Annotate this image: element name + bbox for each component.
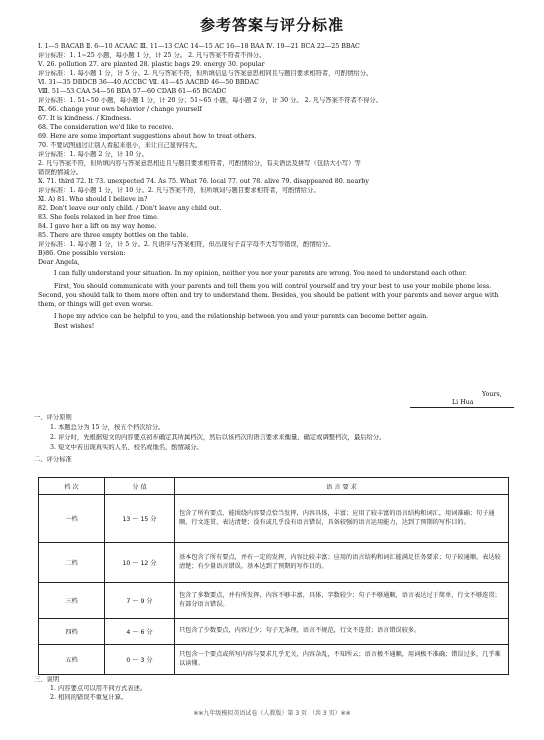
- principle-item: 2. 评分时，先根据短文的内容要点初步确定其所属档次，然后以该档次的语言要求来衡量、确定或调整档次，最后给分。: [50, 434, 386, 441]
- level-cell: 二档: [39, 543, 105, 583]
- answer-line: Ⅸ. 66. change your own behavior / change yourself: [38, 106, 202, 113]
- letter-signature: Li Hua: [452, 399, 474, 406]
- answer-line: Ⅷ. 51—53 CAA 54—56 BDA 57—60 CDAB 61—65 BCADC: [38, 88, 227, 95]
- desc-cell: 包含了多数要点，并有所发挥，内容不够丰富，具体，字数较少；句子不够通顺，语言表达过于简单，行文不够连贯；有部分语言错误。: [175, 583, 509, 619]
- letter-closing: Best wishes!: [54, 323, 95, 330]
- principle-item: 1. 本题总分为 15 分，按五个档次给分。: [50, 424, 165, 431]
- level-cell: 一档: [39, 495, 105, 543]
- letter-paragraph-3: I hope my advice can be helpful to you, and the relationship between you and your parents can become better again.: [54, 313, 429, 320]
- scoring-line: 错误酌情减分。: [38, 169, 83, 176]
- answer-line: 84. I gave her a lift on my way home.: [38, 223, 157, 230]
- scoring-table: [38, 477, 509, 675]
- table-header-row: [39, 478, 509, 495]
- answer-line: 69. Here are some important suggestions about how to treat others.: [38, 133, 257, 140]
- scoring-line: 评分标准：1. 1~25 小题，每小题 1 分，计 25 分。 2. 凡与答案不符者不得分。: [38, 52, 266, 59]
- table-row: [39, 495, 509, 543]
- page-footer: ※※九年级模拟英语试卷（人教版）第 3 页 （共 3 页）※※: [193, 710, 351, 717]
- scoring-line: 评分标准：1. 每小题 1 分，计 10 分。2. 凡与答案不符，但所填词与题目要求相符者，可酌情给分。: [38, 187, 320, 194]
- page-title: 参考答案与评分标准: [199, 16, 344, 34]
- level-cell: 三档: [39, 583, 105, 619]
- header-level: 档 次: [39, 478, 105, 495]
- principle-item: 3. 短文中若出现真实的人名、校名或地名，酌情减分。: [50, 444, 203, 451]
- answer-line: 83. She feels relaxed in her free time.: [38, 214, 159, 221]
- principles-heading: 一、评分原则: [34, 414, 72, 421]
- table-row: [39, 543, 509, 583]
- header-score: 分 值: [105, 478, 175, 495]
- header-requirements: 语 言 要 求: [175, 478, 509, 495]
- level-cell: 四档: [39, 619, 105, 645]
- letter-yours: Yours,: [482, 391, 502, 398]
- desc-cell: 只包含了少数要点，内容过少；句子无条理，语言不规范，行文不连贯；语言错误较多。: [175, 619, 509, 645]
- score-cell: 10 ～ 12 分: [105, 543, 175, 583]
- table-row: [39, 645, 509, 675]
- score-cell: 7 ～ 9 分: [105, 583, 175, 619]
- scoring-line: 2. 凡与答案不符，但所填内容与答案意思相近且与题目要求相符者，可酌情给分，有关语法及拼写（包括大小写）等: [38, 160, 361, 167]
- scoring-line: 评分标准：1. 每小题 1 分，计 5 分。2. 凡与答案不符，但所填信息与答案意思相同且与题目要求相符者，可酌情给分。: [38, 70, 373, 77]
- letter-paragraph-2: First, You should communicate with your parents and tell them you will control yourself and try your best to use your mobile phone less. Second, you should talk to them more often and try to understand them. Besides, you should be patient with your parents and never argue with them, or things will get even worse.: [38, 283, 499, 308]
- table-row: [39, 619, 509, 645]
- answer-line: 67. It is kindness. / Kindness.: [38, 115, 132, 122]
- desc-cell: 只包含一个要点或所写内容与要求几乎无关，内容杂乱，不知所云；语言极不通顺，用词极不准确；错误过多，几乎难以读懂。: [175, 645, 509, 675]
- letter-salutation: Dear Angela,: [38, 259, 80, 266]
- answer-line: 70. 不要试图通过让别人看起来很小，来让自己显得伟大。: [38, 142, 202, 149]
- signature-rule: [410, 407, 514, 408]
- answer-line: 85. There are three empty bottles on the table.: [38, 232, 189, 239]
- score-cell: 0 ～ 3 分: [105, 645, 175, 675]
- answer-line: Ⅺ. A) 81. Who should I believe in?: [38, 196, 148, 203]
- desc-cell: 基本包含了所有要点，并有一定的发挥，内容比较丰富；应用的语言结构和词汇能满足任务要求；句子较通顺，表达较清楚；有少量语言错误，基本达到了预期的写作目的。: [175, 543, 509, 583]
- desc-cell: 包含了所有要点，能围绕内容要点恰当发挥，内容具体，丰富；应用了较丰富的语言结构和词汇，用词准确；句子通顺，行文连贯，表达清楚；没有或几乎没有语言错误，具备较强的语言运用能力，达到了预期的写作目的。: [175, 495, 509, 543]
- answer-line: Ⅵ. 31—35 DBDCB 36—40 ACCBC Ⅶ. 41—45 AACBD 46—50 BBDAC: [38, 79, 259, 86]
- answer-line: Ⅰ. 1—5 BACAB Ⅱ. 6—10 ACAAC Ⅲ. 11—13 CAC 14—15 AC 16—18 BAA Ⅳ. 19—21 BCA 22—25 BBAC: [38, 43, 360, 50]
- answer-line: 82. Don't leave our only child. / Don't leave any child out.: [38, 205, 222, 212]
- table-row: [39, 583, 509, 619]
- answer-line: 68. The consideration we'd like to receive.: [38, 124, 174, 131]
- level-cell: 五档: [39, 645, 105, 675]
- answer-line: B)86. One possible version:: [38, 250, 126, 257]
- answer-line: Ⅴ. 26. pollution 27. are planted 28. plastic bags 29. energy 30. popular: [38, 61, 265, 68]
- note-item: 2. 相同的错误不重复计算。: [50, 694, 128, 701]
- scoring-line: 评分标准：1. 每小题 1 分，计 5 分。2. 凡语序与答案相符，但出现句子首字母不大写等错误，酌情给分。: [38, 241, 335, 248]
- score-cell: 4 ～ 6 分: [105, 619, 175, 645]
- answer-line: Ⅹ. 71. third 72. It 73. unexpected 74. As 75. What 76. local 77. out 78. alive 79. disappeared 80. nearby: [38, 178, 369, 185]
- note-item: 1. 内容要点可以用不同方式表述。: [50, 685, 147, 692]
- notes-heading: 三、说明: [34, 676, 60, 683]
- scoring-line: 评分标准：1. 每小题 2 分，计 10 分。: [38, 151, 148, 158]
- scoring-line: 评分标准：1. 51~50 小题，每小题 1 分，计 20 分；51~65 小题，每小题 2 分，计 30 分。 2. 凡与答案不符者不得分。: [38, 97, 382, 104]
- standard-heading: 二、评分标准: [34, 456, 72, 463]
- letter-paragraph-1: I can fully understand your situation. In my opinion, neither you nor your parents are wrong. You need to understand each other.: [54, 270, 467, 277]
- score-cell: 13 ～ 15 分: [105, 495, 175, 543]
